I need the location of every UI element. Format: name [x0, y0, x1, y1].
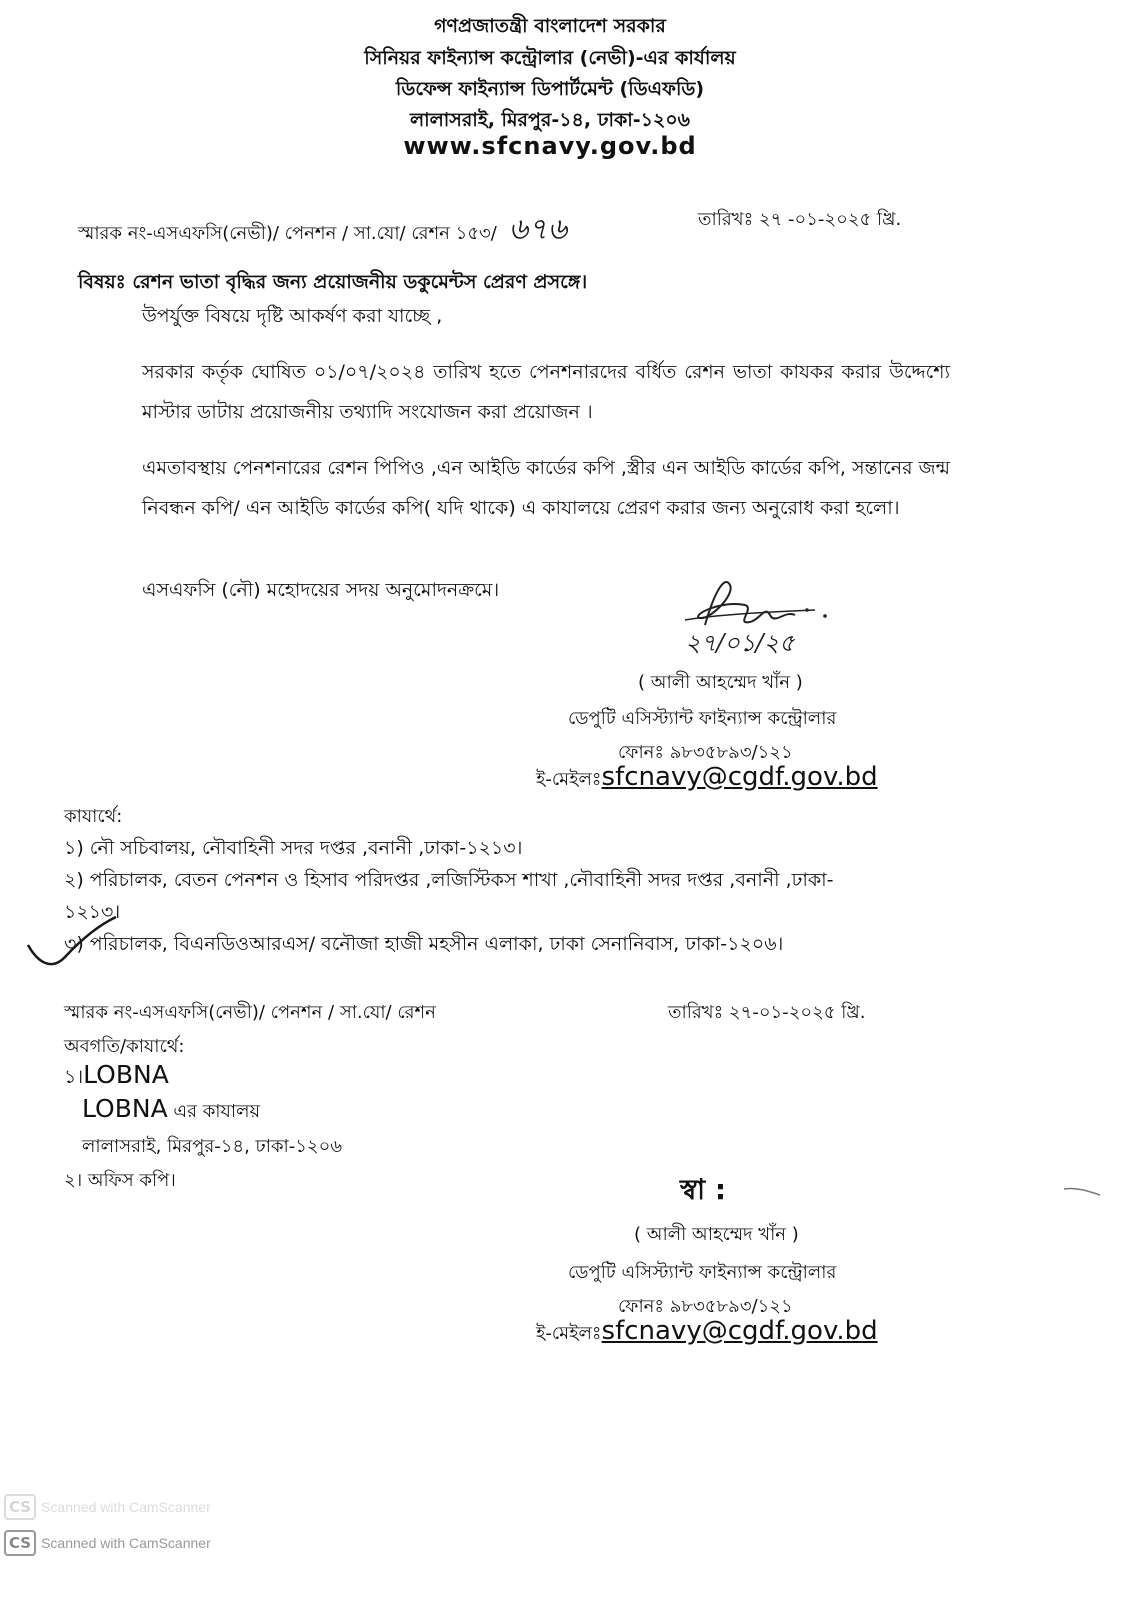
memo-ref-handwritten-number: ৬৭৬ — [508, 212, 568, 247]
approval-line: এসএফসি (নৌ) মহোদয়ের সদয় অনুমোদনক্রমে। — [142, 579, 500, 601]
signatory2-phone: ফোনঃ ৯৮৩৫৮৯৩/১২১ — [618, 1296, 793, 1317]
cc-item-2: ২। অফিস কপি। — [64, 1170, 176, 1191]
distribution-heading: কাযার্থে: — [64, 806, 123, 827]
signature-date: ২৭/০১/২৫ — [685, 629, 795, 657]
scanner-watermark-faded — [4, 1494, 211, 1520]
cc-item-1-office-suffix: এর কাযালয় — [167, 1101, 261, 1122]
distribution-item-2: ২) পরিচালক, বেতন পেনশন ও হিসাব পরিদপ্তর ,লজিস্টিকস শাখা ,নৌবাহিনী সদর দপ্তর ,বনানী ,ঢাকা- — [64, 869, 834, 891]
paragraph-1: সরকার কর্তৃক ঘোষিত ০১/০৭/২০২৪ তারিখ হতে পেনশনারদের বর্ধিত রেশন ভাতা কাযকর করার উদ্দেশ্যে মাস্টার ডাটায় প্রয়োজনীয় তথ্যাদি সংযোজন করা প্রয়োজন । — [142, 361, 950, 423]
email-label: ই-মেইলঃ — [536, 769, 602, 790]
signed-mark: স্বা : — [680, 1173, 727, 1206]
signatory-name: ( আলী আহম্মেদ খাঁন ) — [638, 672, 803, 693]
cc-heading: অবগতি/কাযার্থে: — [64, 1036, 185, 1057]
website-url: www.sfcnavy.gov.bd — [403, 132, 697, 160]
cc-item-1 — [64, 1060, 169, 1095]
org-line-2: সিনিয়র ফাইন্যান্স কন্ট্রোলার (নেভী)-এর কার্যালয় — [364, 47, 736, 69]
memo-reference — [78, 205, 567, 256]
distribution-item-2-cont: ১২১৩। — [64, 901, 121, 923]
memo-date: তারিখঃ ২৭ -০১-২০২৫ খ্রি. — [698, 209, 902, 230]
attention-line: উপর্যুক্ত বিষয়ে দৃষ্টি আকর্ষণ করা যাচ্ছে , — [142, 305, 443, 327]
signatory-email — [536, 762, 878, 796]
signatory2-email — [536, 1316, 878, 1350]
distribution-item-3: ৩) পরিচালক, বিএনডিওআরএস/ বনৌজা হাজী মহসীন এলাকা, ঢাকা সেনানিবাস, ঢাকা-১২০৬। — [64, 933, 784, 955]
signatory-designation: ডেপুটি এসিস্ট্যান্ট ফাইন্যান্স কন্ট্রোলার — [568, 708, 837, 729]
cc-item-1-office — [82, 1094, 260, 1128]
paragraph-2: এমতাবস্থায় পেনশনারের রেশন পিপিও ,এন আইডি কার্ডের কপি ,স্ত্রীর এন আইডি কার্ডের কপি, সন্তানের জন্ম নিবন্ধন কপি/ এন আইডি কার্ডের কপি( যদি থাকে) এ কাযালয়ে প্রেরণ করার জন্য অনুরোধ করা হলো। — [142, 457, 950, 519]
subject-line: বিষয়ঃ রেশন ভাতা বৃদ্ধির জন্য প্রয়োজনীয় ডকুমেন্টস প্রেরণ প্রসঙ্গে। — [78, 271, 588, 293]
signatory-phone: ফোনঃ ৯৮৩৫৮৯৩/১২১ — [618, 742, 793, 763]
org-address: লালাসরাই, মিরপুর-১৪, ঢাকা-১২০৬ — [409, 109, 691, 131]
camscanner-logo-icon: CS — [4, 1530, 36, 1556]
cc-item-1-office-name: LOBNA — [82, 1094, 168, 1123]
memo2-reference: স্মারক নং-এসএফসি(নেভী)/ পেনশন / সা.যো/ রেশন — [64, 1002, 436, 1023]
org-line-3: ডিফেন্স ফাইন্যান্স ডিপার্টমেন্ট (ডিএফডি) — [395, 78, 705, 100]
scan-artifact — [1062, 1182, 1102, 1196]
handwritten-signature — [675, 570, 845, 665]
email2-label: ই-মেইলঃ — [536, 1323, 602, 1344]
email2-link[interactable]: sfcnavy@cgdf.gov.bd — [601, 1316, 878, 1346]
email-link[interactable]: sfcnavy@cgdf.gov.bd — [601, 762, 878, 792]
signatory2-designation: ডেপুটি এসিস্ট্যান্ট ফাইন্যান্স কন্ট্রোলার — [568, 1262, 837, 1283]
cc-item-1-address: লালাসরাই, মিরপুর-১৪, ঢাকা-১২০৬ — [82, 1136, 343, 1157]
scanner-watermark — [4, 1530, 211, 1556]
camscanner-logo-icon: CS — [4, 1494, 36, 1520]
scanner-text: Scanned with CamScanner — [41, 1535, 211, 1551]
cc-item-1-name: LOBNA — [83, 1060, 169, 1089]
signatory2-name: ( আলী আহম্মেদ খাঁন ) — [634, 1224, 799, 1245]
memo2-date: তারিখঃ ২৭-০১-২০২৫ খ্রি. — [668, 1002, 866, 1023]
org-line-1: গণপ্রজাতন্ত্রী বাংলাদেশ সরকার — [434, 15, 666, 37]
memo-ref-text: স্মারক নং-এসএফসি(নেভী)/ পেনশন / সা.যো/ রেশন ১৫৩/ — [78, 223, 497, 244]
scanner-text-faded: Scanned with CamScanner — [41, 1499, 211, 1515]
cc-item-1-prefix: ১। — [64, 1066, 84, 1088]
distribution-item-1: ১) নৌ সচিবালয়, নৌবাহিনী সদর দপ্তর ,বনানী ,ঢাকা-১২১৩। — [64, 837, 523, 859]
checkmark-icon — [20, 905, 120, 970]
